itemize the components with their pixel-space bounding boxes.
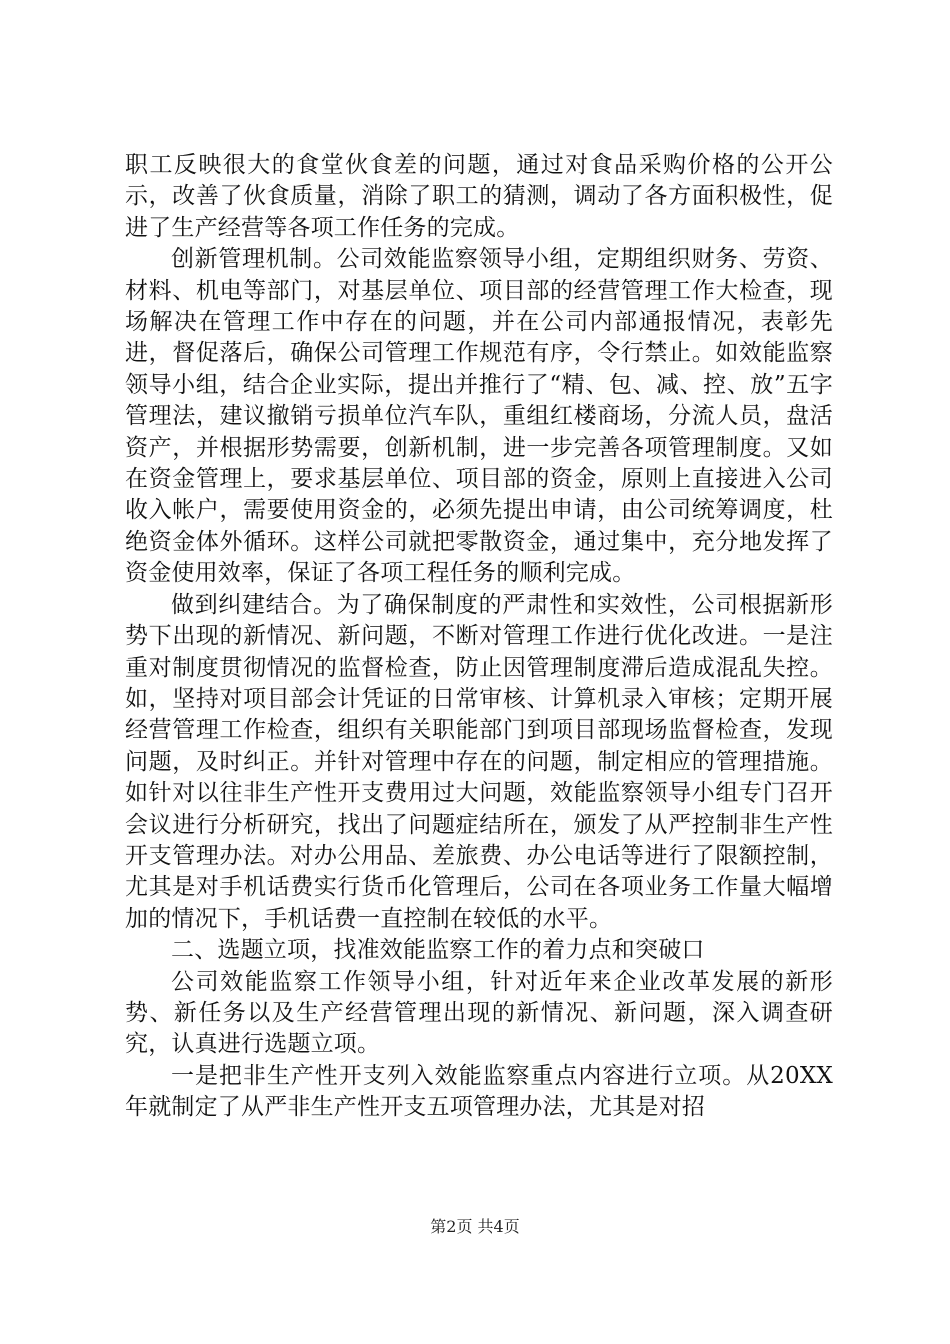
page-footer: 第2页 共4页: [430, 1217, 520, 1236]
paragraph-5: 一是把非生产性开支列入效能监察重点内容进行立项。从20XX年就制定了从严非生产性开支五项管理办法，尤其是对招: [125, 1062, 833, 1121]
section-heading: 二、选题立项，找准效能监察工作的着力点和突破口: [171, 937, 705, 964]
paragraph-4: 公司效能监察工作领导小组，针对近年来企业改革发展的新形势、新任务以及生产经营管理出现的新情况、新问题，深入调查研究，认真进行选题立项。: [125, 968, 833, 1058]
paragraph-1: 职工反映很大的食堂伙食差的问题，通过对食品采购价格的公开公示，改善了伙食质量，消除了职工的猜测，调动了各方面积极性，促进了生产经营等各项工作任务的完成。: [125, 152, 833, 241]
document-body: [125, 150, 833, 1124]
paragraph-2: 创新管理机制。公司效能监察领导小组，定期组织财务、劳资、材料、机电等部门，对基层单位、项目部的经营管理工作大检查，现场解决在管理工作中存在的问题，并在公司内部通报情况，表彰先进，督促落后，确保公司管理工作规范有序，令行禁止。如效能监察领导小组，结合企业实际，提出并推行了“精、包、减、控、放”五字管理法，建议撤销亏损单位汽车队，重组红楼商场，分流人员，盘活资产，并根据形势需要，创新机制，进一步完善各项管理制度。又如在资金管理上，要求基层单位、项目部的资金，原则上直接进入公司收入帐户，需要使用资金的，必须先提出申请，由公司统筹调度，杜绝资金体外循环。这样公司就把零散资金，通过集中，充分地发挥了资金使用效率，保证了各项工程任务的顺利完成。: [125, 246, 833, 587]
paragraph-3: 做到纠建结合。为了确保制度的严肃性和实效性，公司根据新形势下出现的新情况、新问题，不断对管理工作进行优化改进。一是注重对制度贯彻情况的监督检查，防止因管理制度滞后造成混乱失控。如，坚持对项目部会计凭证的日常审核、计算机录入审核；定期开展经营管理工作检查，组织有关职能部门到项目部现场监督检查，发现问题，及时纠正。并针对管理中存在的问题，制定相应的管理措施。如针对以往非生产性开支费用过大问题，效能监察领导小组专门召开会议进行分析研究，找出了问题症结所在，颁发了从严控制非生产性开支管理办法。对办公用品、差旅费、办公电话等进行了限额控制，尤其是对手机话费实行货币化管理后，公司在各项业务工作量大幅增加的情况下，手机话费一直控制在较低的水平。: [125, 591, 833, 932]
